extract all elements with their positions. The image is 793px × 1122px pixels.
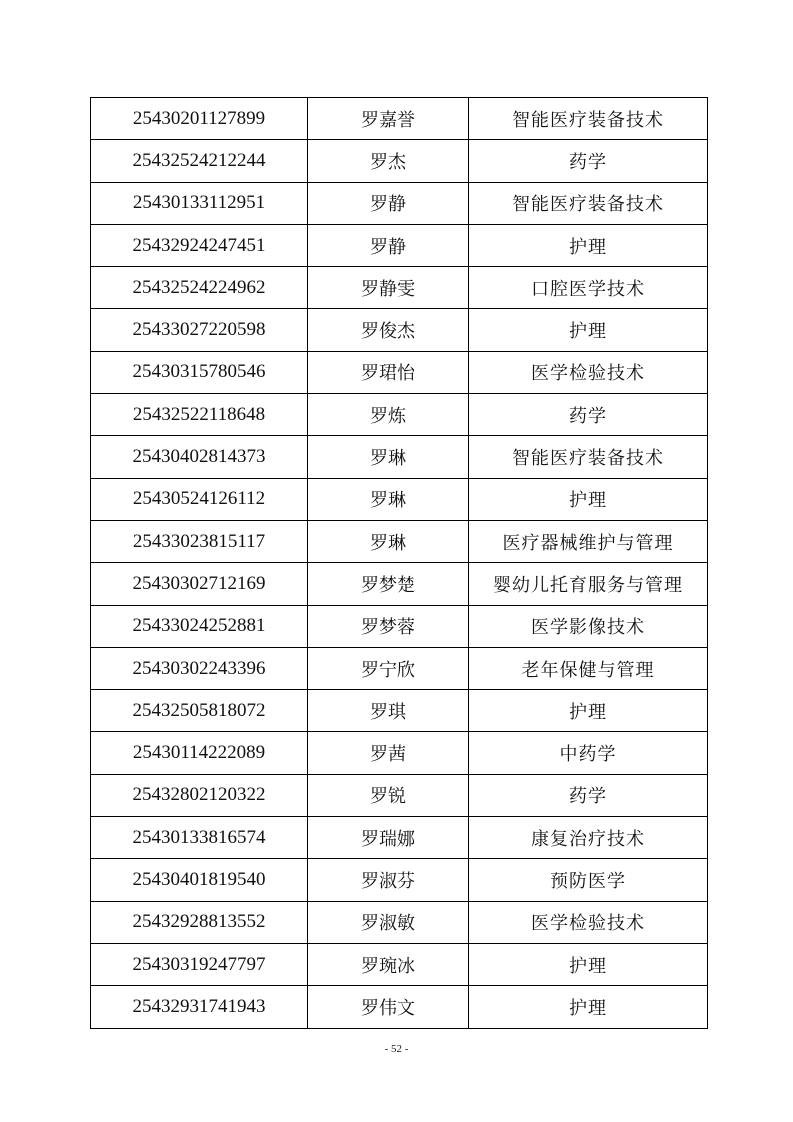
student-name-cell: 罗瑞娜: [308, 817, 469, 859]
table-body: [91, 98, 708, 1029]
student-name-cell: 罗静雯: [308, 267, 469, 309]
major-cell: 护理: [469, 309, 708, 351]
student-name-cell: 罗琪: [308, 690, 469, 732]
candidate-number-cell: 25430302243396: [91, 647, 308, 689]
table-row: [91, 943, 708, 985]
candidate-number-cell: 25432924247451: [91, 224, 308, 266]
table-row: [91, 351, 708, 393]
candidate-number-cell: 25432928813552: [91, 901, 308, 943]
table-row: [91, 732, 708, 774]
candidate-number-cell: 25433023815117: [91, 520, 308, 562]
major-cell: 医学检验技术: [469, 901, 708, 943]
student-name-cell: 罗琳: [308, 520, 469, 562]
candidate-number-cell: 25432931741943: [91, 986, 308, 1028]
candidate-number-cell: 25432505818072: [91, 690, 308, 732]
student-name-cell: 罗琳: [308, 478, 469, 520]
candidate-number-cell: 25430114222089: [91, 732, 308, 774]
table-row: [91, 817, 708, 859]
student-name-cell: 罗琳: [308, 436, 469, 478]
table-row: [91, 182, 708, 224]
student-name-cell: 罗俊杰: [308, 309, 469, 351]
student-name-cell: 罗嘉誉: [308, 98, 469, 140]
major-cell: 药学: [469, 140, 708, 182]
table-row: [91, 140, 708, 182]
table-row: [91, 563, 708, 605]
page-number: - 52 -: [384, 1043, 409, 1055]
candidate-number-cell: 25433024252881: [91, 605, 308, 647]
candidate-number-cell: 25430319247797: [91, 943, 308, 985]
major-cell: 护理: [469, 690, 708, 732]
major-cell: 护理: [469, 478, 708, 520]
major-cell: 老年保健与管理: [469, 647, 708, 689]
candidate-number-cell: 25432524224962: [91, 267, 308, 309]
table-row: [91, 605, 708, 647]
major-cell: 护理: [469, 224, 708, 266]
candidate-number-cell: 25430401819540: [91, 859, 308, 901]
student-name-cell: 罗伟文: [308, 986, 469, 1028]
student-name-cell: 罗淑芬: [308, 859, 469, 901]
major-cell: 智能医疗装备技术: [469, 98, 708, 140]
major-cell: 医学检验技术: [469, 351, 708, 393]
candidate-number-cell: 25430524126112: [91, 478, 308, 520]
student-name-cell: 罗淑敏: [308, 901, 469, 943]
candidate-number-cell: 25432802120322: [91, 774, 308, 816]
major-cell: 护理: [469, 943, 708, 985]
candidate-number-cell: 25430315780546: [91, 351, 308, 393]
candidate-number-cell: 25430402814373: [91, 436, 308, 478]
student-name-cell: 罗琬冰: [308, 943, 469, 985]
candidate-number-cell: 25430201127899: [91, 98, 308, 140]
major-cell: 预防医学: [469, 859, 708, 901]
candidate-number-cell: 25432524212244: [91, 140, 308, 182]
table-row: [91, 98, 708, 140]
table-row: [91, 859, 708, 901]
candidate-number-cell: 25433027220598: [91, 309, 308, 351]
student-name-cell: 罗梦楚: [308, 563, 469, 605]
table-row: [91, 436, 708, 478]
major-cell: 婴幼儿托育服务与管理: [469, 563, 708, 605]
table-row: [91, 224, 708, 266]
student-name-cell: 罗梦蓉: [308, 605, 469, 647]
major-cell: 口腔医学技术: [469, 267, 708, 309]
student-name-cell: 罗杰: [308, 140, 469, 182]
student-name-cell: 罗珺怡: [308, 351, 469, 393]
table-row: [91, 774, 708, 816]
major-cell: 中药学: [469, 732, 708, 774]
table-row: [91, 986, 708, 1028]
student-name-cell: 罗静: [308, 182, 469, 224]
major-cell: 医疗器械维护与管理: [469, 520, 708, 562]
table-row: [91, 520, 708, 562]
table-row: [91, 478, 708, 520]
major-cell: 智能医疗装备技术: [469, 182, 708, 224]
table-row: [91, 647, 708, 689]
student-name-cell: 罗茜: [308, 732, 469, 774]
candidate-number-cell: 25430133816574: [91, 817, 308, 859]
major-cell: 药学: [469, 774, 708, 816]
candidate-number-cell: 25430133112951: [91, 182, 308, 224]
student-name-cell: 罗锐: [308, 774, 469, 816]
student-name-cell: 罗炼: [308, 394, 469, 436]
student-name-cell: 罗宁欣: [308, 647, 469, 689]
candidate-number-cell: 25432522118648: [91, 394, 308, 436]
table-row: [91, 690, 708, 732]
table-row: [91, 267, 708, 309]
table-row: [91, 394, 708, 436]
major-cell: 康复治疗技术: [469, 817, 708, 859]
major-cell: 智能医疗装备技术: [469, 436, 708, 478]
major-cell: 护理: [469, 986, 708, 1028]
table-row: [91, 901, 708, 943]
major-cell: 医学影像技术: [469, 605, 708, 647]
major-cell: 药学: [469, 394, 708, 436]
table-row: [91, 309, 708, 351]
student-name-cell: 罗静: [308, 224, 469, 266]
admission-list-table: [90, 97, 708, 1029]
candidate-number-cell: 25430302712169: [91, 563, 308, 605]
